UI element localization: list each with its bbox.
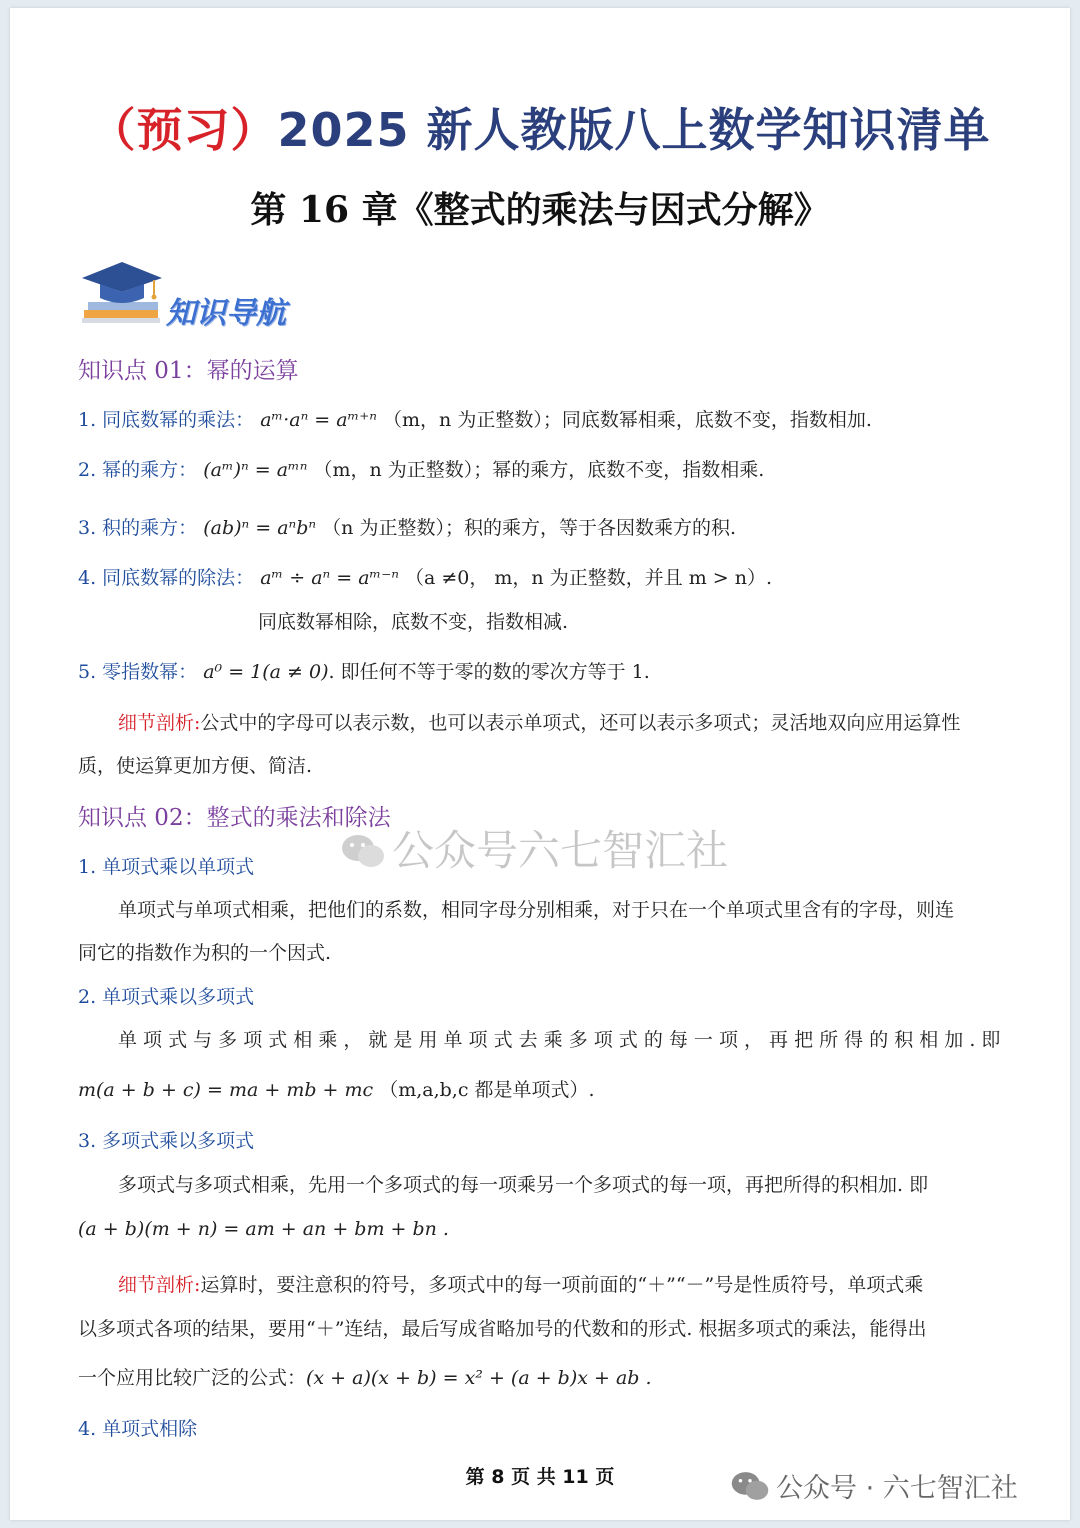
formula: (ab)ⁿ = aⁿbⁿ [203, 517, 317, 539]
kp2-s3-line2 [78, 1218, 449, 1240]
kp2-s3-line1: 多项式与多项式相乘，先用一个多项式的每一项乘另一个多项式的每一项，再把所得的积相加. 即 [118, 1174, 929, 1196]
kp1-item-1: 1. 同底数幂的乘法： aᵐ·aⁿ = aᵐ⁺ⁿ （m，n 为正整数）；同底数幂相乘，底数不变，指数相加. [78, 409, 872, 431]
formula: m(a + b + c) = ma + mb + mc [78, 1079, 374, 1101]
formula: a⁰ = 1(a ≠ 0) [203, 661, 329, 683]
brand-watermark: 公众号 · 六七智汇社 [730, 1466, 1018, 1505]
formula: (x + a)(x + b) = x² + (a + b)x + ab . [306, 1367, 652, 1389]
kp2-s2-line1: 单 项 式 与 多 项 式 相 乘 ， 就 是 用 单 项 式 去 乘 多 项 式 的 每 一 项 ， 再 把 所 得 的 积 相 加 . 即 [118, 1029, 1001, 1051]
document-title [0, 94, 1080, 160]
graduation-cap-icon [80, 258, 164, 326]
kp2-s3-title: 3. 多项式乘以多项式 [78, 1130, 255, 1152]
kp1-detail-line1: 细节剖析:公式中的字母可以表示数，也可以表示单项式，还可以表示多项式；灵活地双向应用运算性 [118, 712, 961, 734]
kp1-item-2: 2. 幂的乘方： (aᵐ)ⁿ = aᵐⁿ （m，n 为正整数）；幂的乘方，底数不变，指数相乘. [78, 459, 765, 481]
kp2-s1-line2: 同它的指数作为积的一个因式. [78, 942, 332, 964]
kp1-item-4-line2: 同底数幂相除，底数不变，指数相减. [258, 611, 569, 633]
kp2-s2-title: 2. 单项式乘以多项式 [78, 986, 255, 1008]
kp1-detail-line2: 质，使运算更加方便、简洁. [78, 755, 313, 777]
kp1-item-3: 3. 积的乘方： (ab)ⁿ = aⁿbⁿ （n 为正整数）；积的乘方，等于各因数乘方的积. [78, 517, 736, 539]
kp2-detail-line1: 细节剖析:运算时，要注意积的符号，多项式中的每一项前面的“＋”“－”号是性质符号，单项式乘 [118, 1274, 924, 1296]
wechat-icon [340, 833, 386, 869]
title-prefix: （预习） [89, 103, 278, 157]
kp2-s1-title: 1. 单项式乘以单项式 [78, 856, 255, 878]
kp2-heading: 知识点 02：整式的乘法和除法 [78, 805, 391, 831]
watermark: 公众号六七智汇社 [340, 818, 728, 878]
kp1-item-5: 5. 零指数幂： a⁰ = 1(a ≠ 0). 即任何不等于零的数的零次方等于 1. [78, 661, 650, 683]
nav-title: 知识导航 [166, 296, 286, 331]
title-main: 2025 新人教版八上数学知识清单 [277, 103, 991, 157]
formula: (a + b)(m + n) = am + an + bm + bn . [78, 1218, 449, 1240]
kp2-detail-line3: 一个应用比较广泛的公式：(x + a)(x + b) = x² + (a + b)x + ab . [78, 1367, 652, 1389]
kp2-detail-line2: 以多项式各项的结果，要用“＋”连结，最后写成省略加号的代数和的形式. 根据多项式的乘法，能得出 [78, 1318, 927, 1340]
kp1-item-4: 4. 同底数幂的除法： aᵐ ÷ aⁿ = aᵐ⁻ⁿ （a ≠0， m，n 为正整数，并且 m > n）. [78, 567, 773, 589]
formula: (aᵐ)ⁿ = aᵐⁿ [203, 459, 308, 481]
formula: aᵐ ÷ aⁿ = aᵐ⁻ⁿ [260, 567, 399, 589]
kp2-s4-title: 4. 单项式相除 [78, 1418, 198, 1440]
kp2-s1-line1: 单项式与单项式相乘，把他们的系数，相同字母分别相乘，对于只在一个单项式里含有的字母，则连 [118, 899, 955, 921]
chapter-title: 第 16 章《整式的乘法与因式分解》 [250, 189, 830, 231]
wechat-icon [730, 1470, 770, 1502]
page-number: 第 8 页 共 11 页 [465, 1466, 615, 1488]
formula: aᵐ·aⁿ = aᵐ⁺ⁿ [260, 409, 377, 431]
kp1-heading: 知识点 01：幂的运算 [78, 358, 299, 384]
kp2-s2-line2: m(a + b + c) = ma + mb + mc （m,a,b,c 都是单项式）. [78, 1079, 595, 1101]
